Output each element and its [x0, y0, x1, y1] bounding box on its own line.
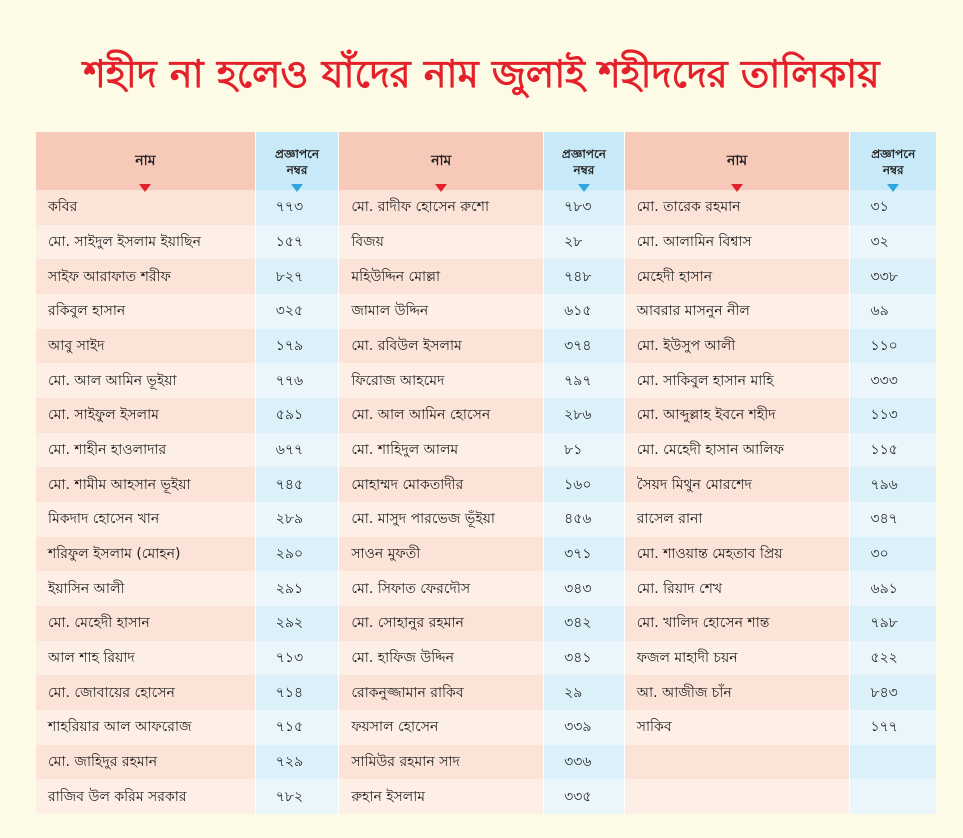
- name-cell: মো. রিয়াদ শেখ: [625, 571, 850, 606]
- name-cell: মো. সাইফুল ইসলাম: [36, 398, 255, 433]
- number-cell: ৭৯৬: [850, 467, 936, 502]
- name-cell: শাহরিয়ার আল আফরোজ: [36, 710, 255, 745]
- name-cell: রাজিব উল করিম সরকার: [36, 779, 255, 814]
- name-cell: মো. শাহিদুল আলম: [339, 433, 543, 468]
- number-cell: ৪৫৬: [544, 502, 624, 537]
- name-cell: মো. হাফিজ উদ্দিন: [339, 641, 543, 676]
- number-cell: ৭৮৩: [544, 190, 624, 225]
- name-header-label: নাম: [431, 152, 452, 169]
- number-cell: ৭৭৩: [256, 190, 339, 225]
- name-cell: মো. সাইদুল ইসলাম ইয়াছিন: [36, 225, 255, 260]
- number-cell: ৭৯৮: [850, 606, 936, 641]
- name-cell: আবু সাইদ: [36, 329, 255, 364]
- name-cell: মোহাম্মদ মোকতাদীর: [339, 467, 543, 502]
- name-header-label: নাম: [135, 152, 156, 169]
- name-header: [625, 132, 850, 190]
- number-header-line1: প্রজ্ঞাপনে: [275, 146, 320, 161]
- name-cell: মো. আব্দুল্লাহ ইবনে শহীদ: [625, 398, 850, 433]
- name-cell: মো. আল আমিন হোসেন: [339, 398, 543, 433]
- number-cell: ৩৩৯: [544, 710, 624, 745]
- name-cell: মো. শাওয়ান্ত মেহতাব প্রিয়: [625, 537, 850, 572]
- number-column-1: [255, 132, 339, 814]
- number-cell: ৫৯১: [256, 398, 339, 433]
- name-cell: জামাল উদ্দিন: [339, 294, 543, 329]
- number-cell: ৭৪৫: [256, 467, 339, 502]
- name-cell: মো. সিফাত ফেরদৌস: [339, 571, 543, 606]
- number-cell: ২৯২: [256, 606, 339, 641]
- number-cell: ৮২৭: [256, 259, 339, 294]
- name-cell: মো. তারেক রহমান: [625, 190, 850, 225]
- name-cell: রকিবুল হাসান: [36, 294, 255, 329]
- page-title: শহীদ না হলেও যাঁদের নাম জুলাই শহীদদের তালিকায়: [83, 52, 880, 96]
- name-cell: রোকনুজ্জামান রাকিব: [339, 675, 543, 710]
- number-header: [850, 132, 936, 190]
- name-cell: মো. জোবায়ের হোসেন: [36, 675, 255, 710]
- name-cell: মো. রবিউল ইসলাম: [339, 329, 543, 364]
- name-cell: সাওন মুফতী: [339, 537, 543, 572]
- number-cell: ৬৯১: [850, 571, 936, 606]
- name-cell: ফিরোজ আহমেদ: [339, 363, 543, 398]
- number-cell: ৩২: [850, 225, 936, 260]
- red-triangle-icon: [435, 184, 447, 192]
- number-header: [544, 132, 624, 190]
- number-cell: ২৮৬: [544, 398, 624, 433]
- name-cell: ফজল মাহাদী চয়ন: [625, 641, 850, 676]
- name-column-3: [624, 132, 850, 814]
- name-column-1: [36, 132, 255, 814]
- number-cell: ৭৮২: [256, 779, 339, 814]
- name-cell: মিকদাদ হোসেন খান: [36, 502, 255, 537]
- number-header: [256, 132, 339, 190]
- number-cell: ২৯: [544, 675, 624, 710]
- name-cell: সাকিব: [625, 710, 850, 745]
- number-column-2: [543, 132, 624, 814]
- name-cell: মো. আল আমিন ভূইয়া: [36, 363, 255, 398]
- name-cell: ইয়াসিন আলী: [36, 571, 255, 606]
- name-cell: সামিউর রহমান সাদ: [339, 745, 543, 780]
- name-cell: মো. শামীম আহসান ভূইয়া: [36, 467, 255, 502]
- name-cell: সৈয়দ মিথুন মোরশেদ: [625, 467, 850, 502]
- blue-triangle-icon: [887, 184, 899, 192]
- number-cell: ৩৪৩: [544, 571, 624, 606]
- number-cell: ১১৫: [850, 433, 936, 468]
- name-cell: মো. আলামিন বিশ্বাস: [625, 225, 850, 260]
- name-cell: [625, 745, 850, 780]
- name-cell: বিজয়: [339, 225, 543, 260]
- number-cell: [850, 779, 936, 814]
- number-cell: ৩৪৭: [850, 502, 936, 537]
- name-cell: শরিফুল ইসলাম (মোহন): [36, 537, 255, 572]
- number-cell: ৩৩৮: [850, 259, 936, 294]
- blue-triangle-icon: [291, 184, 303, 192]
- name-cell: আ. আজীজ চাঁন: [625, 675, 850, 710]
- number-cell: ১৫৭: [256, 225, 339, 260]
- number-cell: ৭১৩: [256, 641, 339, 676]
- number-cell: ৭৭৬: [256, 363, 339, 398]
- name-cell: মো. রাদীফ হোসেন রুশো: [339, 190, 543, 225]
- number-header-line1: প্রজ্ঞাপনে: [871, 146, 916, 161]
- number-header-line2: নম্বর: [286, 162, 308, 177]
- number-cell: ৮১: [544, 433, 624, 468]
- number-cell: ৩৭১: [544, 537, 624, 572]
- number-cell: ৩৩৫: [544, 779, 624, 814]
- name-header-label: নাম: [727, 152, 748, 169]
- red-triangle-icon: [731, 184, 743, 192]
- number-cell: ৩৪২: [544, 606, 624, 641]
- name-cell: আবরার মাসনুন নীল: [625, 294, 850, 329]
- number-cell: ৮৪৩: [850, 675, 936, 710]
- name-cell: মো. মেহেদী হাসান: [36, 606, 255, 641]
- number-cell: ৭২৯: [256, 745, 339, 780]
- name-cell: মহিউদ্দিন মোল্লা: [339, 259, 543, 294]
- number-cell: ১১৩: [850, 398, 936, 433]
- number-column-3: [849, 132, 936, 814]
- number-cell: ৬৭৭: [256, 433, 339, 468]
- number-cell: ৬৯: [850, 294, 936, 329]
- number-cell: ২৯১: [256, 571, 339, 606]
- red-triangle-icon: [139, 184, 151, 192]
- number-cell: ৩১: [850, 190, 936, 225]
- name-cell: মো. সোহানুর রহমান: [339, 606, 543, 641]
- number-cell: ১৭৭: [850, 710, 936, 745]
- number-cell: [850, 745, 936, 780]
- number-cell: ৫২২: [850, 641, 936, 676]
- name-cell: মো. মেহেদী হাসান আলিফ: [625, 433, 850, 468]
- number-cell: ৩৩৬: [544, 745, 624, 780]
- number-cell: ৭১৪: [256, 675, 339, 710]
- number-cell: ৭১৫: [256, 710, 339, 745]
- number-cell: ৩৭৪: [544, 329, 624, 364]
- number-cell: ৬১৫: [544, 294, 624, 329]
- name-header: [36, 132, 255, 190]
- number-header-line2: নম্বর: [882, 162, 904, 177]
- number-cell: ২৯০: [256, 537, 339, 572]
- name-cell: মো. সাকিবুল হাসান মাহি: [625, 363, 850, 398]
- number-cell: ১৭৯: [256, 329, 339, 364]
- martyrs-table: [36, 132, 936, 814]
- name-cell: মো. শাহীন হাওলাদার: [36, 433, 255, 468]
- number-cell: ৩২৫: [256, 294, 339, 329]
- name-cell: মো. ইউসুপ আলী: [625, 329, 850, 364]
- name-cell: ফয়সাল হোসেন: [339, 710, 543, 745]
- name-cell: মো. জাহিদুর রহমান: [36, 745, 255, 780]
- name-cell: রাসেল রানা: [625, 502, 850, 537]
- number-cell: ৩০: [850, 537, 936, 572]
- number-cell: ৩৩৩: [850, 363, 936, 398]
- name-header: [339, 132, 543, 190]
- number-cell: ২৮৯: [256, 502, 339, 537]
- name-cell: মো. খালিদ হোসেন শান্ত: [625, 606, 850, 641]
- number-cell: ২৮: [544, 225, 624, 260]
- number-header-line1: প্রজ্ঞাপনে: [561, 146, 606, 161]
- name-cell: আল শাহ রিয়াদ: [36, 641, 255, 676]
- name-column-2: [338, 132, 543, 814]
- name-cell: [625, 779, 850, 814]
- blue-triangle-icon: [578, 184, 590, 192]
- number-cell: ১৬০: [544, 467, 624, 502]
- number-header-line2: নম্বর: [573, 162, 595, 177]
- number-cell: ১১০: [850, 329, 936, 364]
- name-cell: সাইফ আরাফাত শরীফ: [36, 259, 255, 294]
- name-cell: মেহেদী হাসান: [625, 259, 850, 294]
- number-cell: ৩৪১: [544, 641, 624, 676]
- number-cell: ৭৪৮: [544, 259, 624, 294]
- name-cell: রুহান ইসলাম: [339, 779, 543, 814]
- number-cell: ৭৯৭: [544, 363, 624, 398]
- name-cell: কবির: [36, 190, 255, 225]
- name-cell: মো. মাসুদ পারভেজ ভূঁইয়া: [339, 502, 543, 537]
